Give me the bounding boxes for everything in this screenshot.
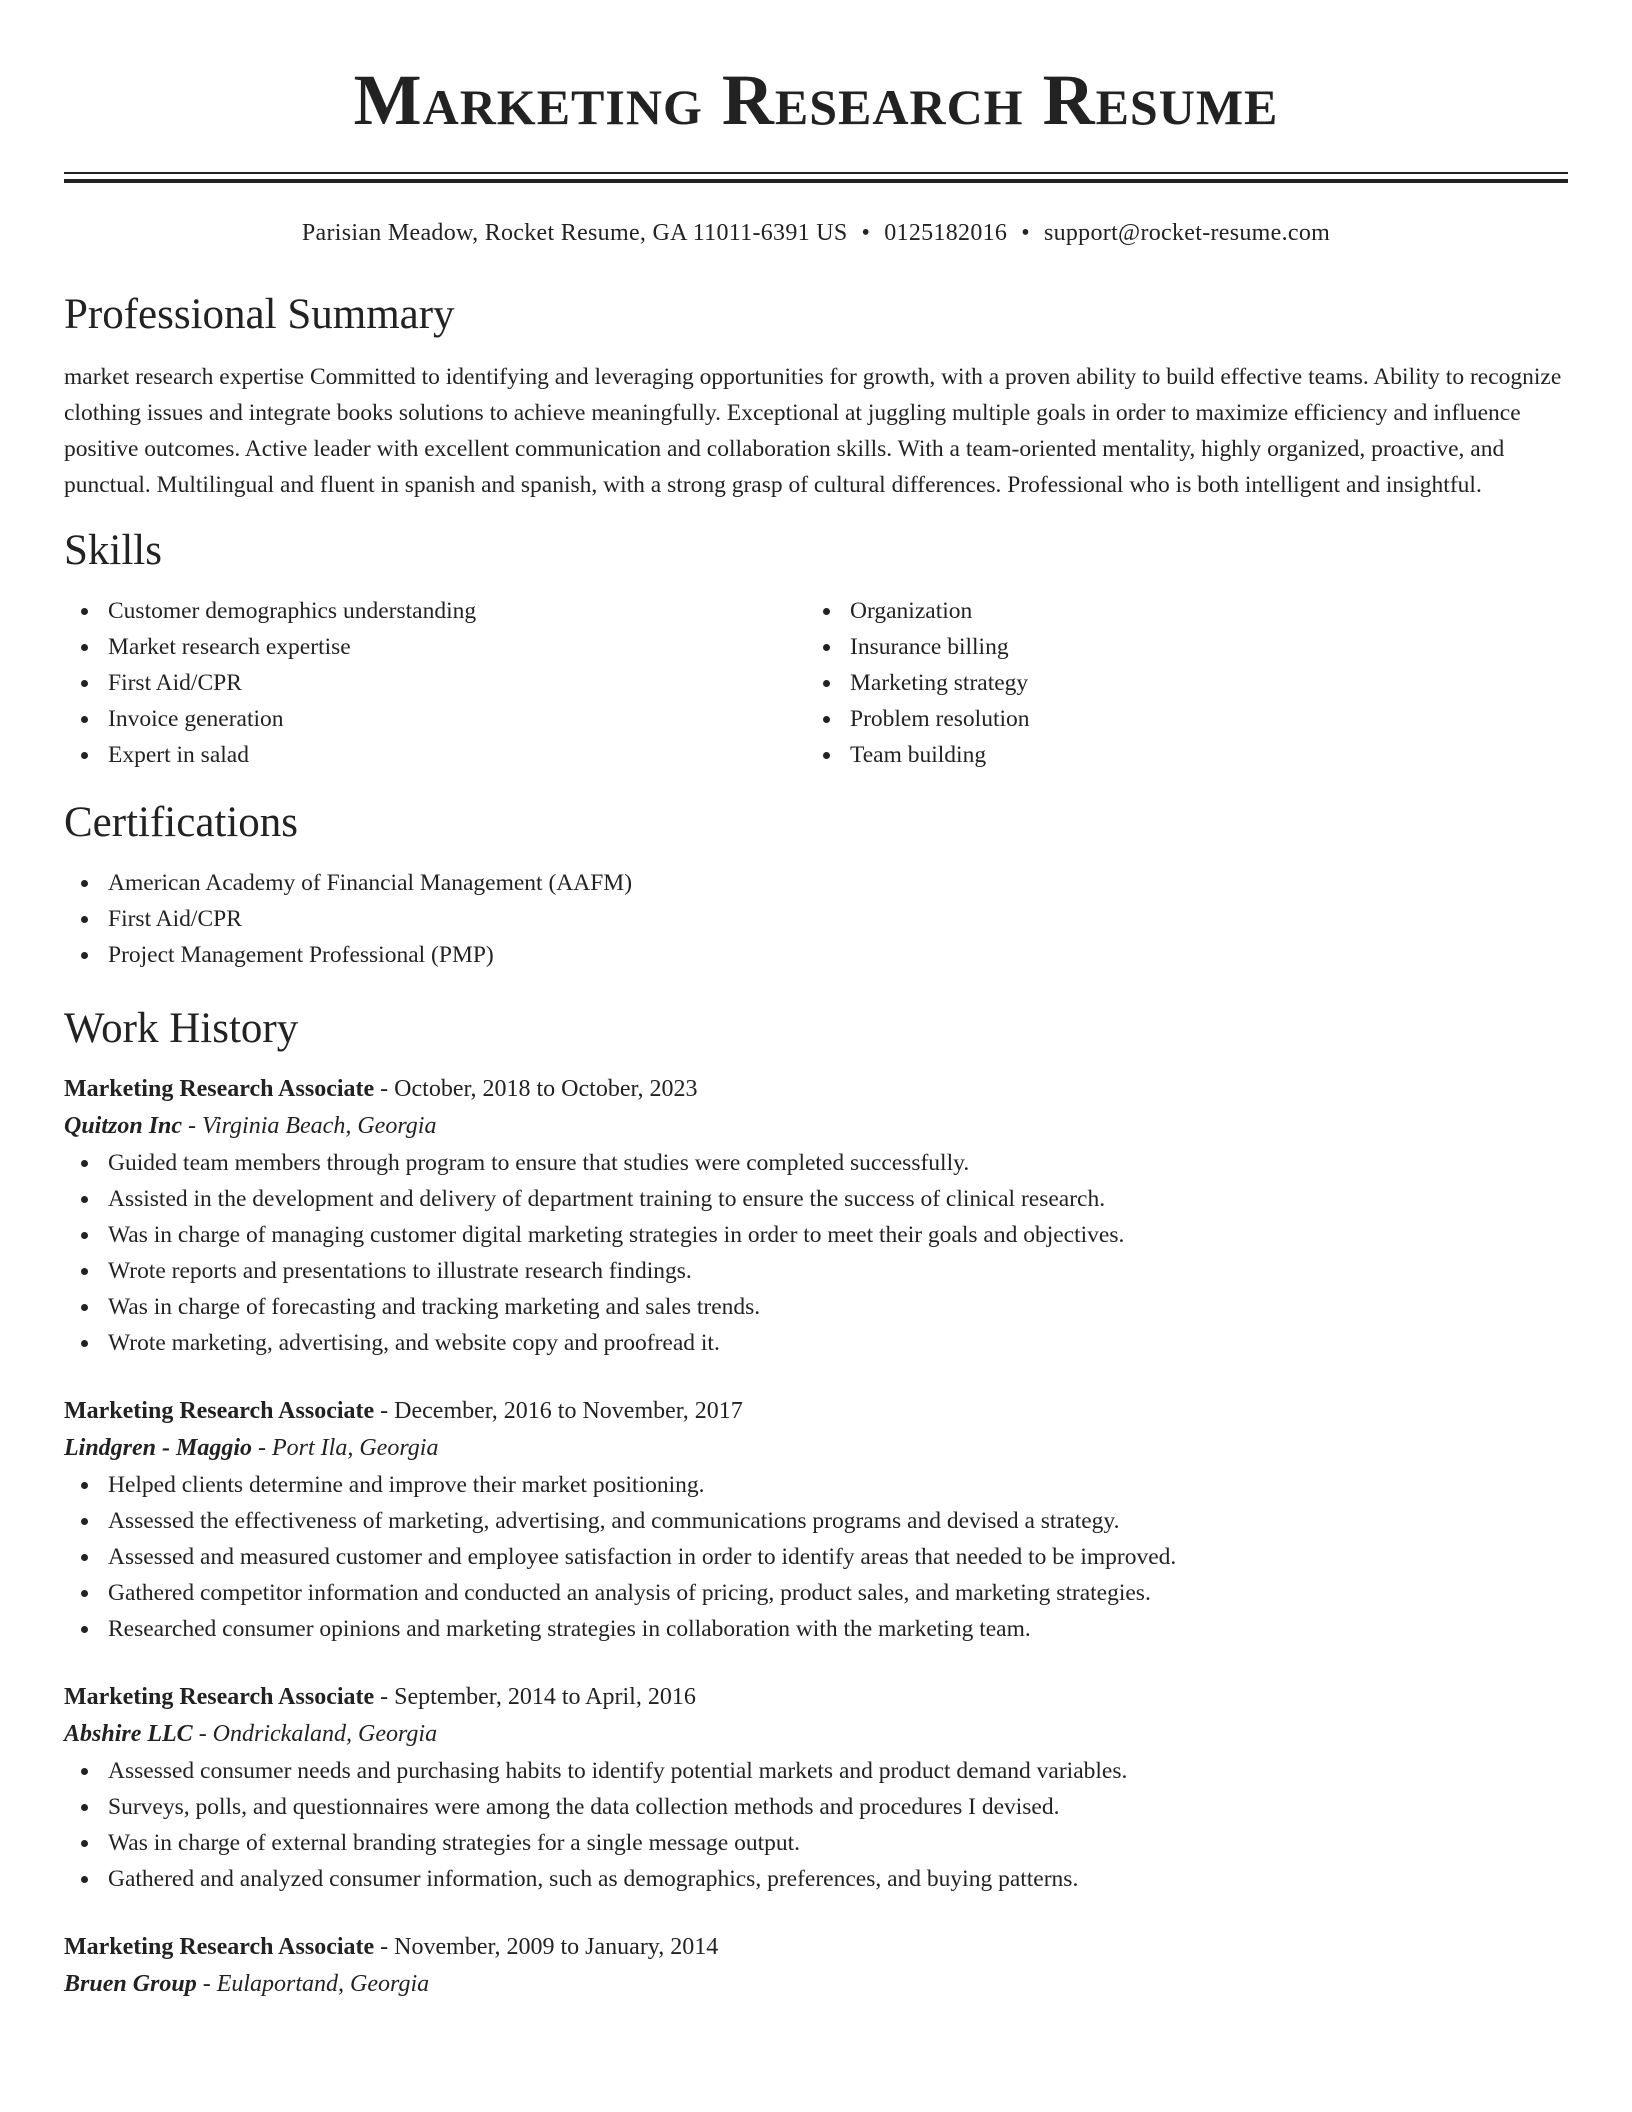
- job-entry: [64, 1071, 1568, 1361]
- job-dates: - October, 2018 to October, 2023: [374, 1076, 698, 1102]
- job-duty-item: Assisted in the development and delivery of department training to ensure the success of clinical research.: [64, 1181, 1568, 1217]
- contact-phone: 0125182016: [884, 220, 1008, 246]
- skill-item: Team building: [806, 737, 1548, 773]
- job-company-line: [64, 1429, 1568, 1467]
- skill-item: Invoice generation: [64, 701, 806, 737]
- skill-item: Organization: [806, 593, 1548, 629]
- job-location: - Ondrickaland, Georgia: [192, 1721, 438, 1747]
- job-duty-item: Assessed and measured customer and employee satisfaction in order to identify areas that needed to be improved.: [64, 1539, 1568, 1575]
- job-duty-item: Assessed consumer needs and purchasing habits to identify potential markets and product demand variables.: [64, 1753, 1568, 1789]
- job-title-line: [64, 1929, 1568, 1965]
- job-duty-item: Was in charge of managing customer digital marketing strategies in order to meet their goals and objectives.: [64, 1217, 1568, 1253]
- skill-item: Market research expertise: [64, 629, 806, 665]
- job-dates: - September, 2014 to April, 2016: [374, 1684, 696, 1710]
- job-company: Bruen Group: [64, 1971, 197, 1997]
- job-role: Marketing Research Associate: [64, 1398, 375, 1424]
- job-title-line: [64, 1393, 1568, 1429]
- job-entry: [64, 1929, 1568, 2003]
- certifications-heading: Certifications: [64, 799, 299, 846]
- title-double-rule: [64, 172, 1568, 183]
- job-duties-list: [64, 1753, 1568, 1897]
- job-location: - Eulaportand, Georgia: [196, 1971, 430, 1997]
- job-title-line: [64, 1679, 1568, 1715]
- job-role: Marketing Research Associate: [64, 1684, 375, 1710]
- job-duty-item: Gathered and analyzed consumer information, such as demographics, preferences, and buying patterns.: [64, 1861, 1568, 1897]
- job-duty-item: Helped clients determine and improve their market positioning.: [64, 1467, 1568, 1503]
- job-company-line: [64, 1107, 1568, 1145]
- job-duty-item: Wrote reports and presentations to illustrate research findings.: [64, 1253, 1568, 1289]
- skill-item: Problem resolution: [806, 701, 1548, 737]
- certification-item: First Aid/CPR: [64, 901, 1568, 937]
- job-duties-list: [64, 1467, 1568, 1647]
- job-location: - Virginia Beach, Georgia: [182, 1113, 437, 1139]
- job-duty-item: Was in charge of external branding strategies for a single message output.: [64, 1825, 1568, 1861]
- contact-address: Parisian Meadow, Rocket Resume, GA 11011-6391 US: [301, 220, 848, 246]
- contact-separator: •: [861, 220, 871, 246]
- job-duty-item: Researched consumer opinions and marketing strategies in collaboration with the marketing team.: [64, 1611, 1568, 1647]
- contact-email: support@rocket-resume.com: [1043, 220, 1331, 246]
- job-title-line: [64, 1071, 1568, 1107]
- certification-item: American Academy of Financial Management (AAFM): [64, 865, 1568, 901]
- resume-page: [64, 0, 1568, 2003]
- skill-item: Expert in salad: [64, 737, 806, 773]
- skills-column-right: [806, 593, 1548, 773]
- skills-heading: Skills: [64, 527, 162, 574]
- job-duty-item: Guided team members through program to ensure that studies were completed successfully.: [64, 1145, 1568, 1181]
- job-duty-item: Was in charge of forecasting and tracking marketing and sales trends.: [64, 1289, 1568, 1325]
- job-duty-item: Wrote marketing, advertising, and website copy and proofread it.: [64, 1325, 1568, 1361]
- job-company: Quitzon Inc: [64, 1113, 183, 1139]
- certification-item: Project Management Professional (PMP): [64, 937, 1568, 973]
- certifications-list: [64, 865, 1568, 973]
- job-company-line: [64, 1715, 1568, 1753]
- skill-item: Customer demographics understanding: [64, 593, 806, 629]
- contact-separator: •: [1021, 220, 1030, 246]
- contact-line: [64, 217, 1568, 249]
- job-entry: [64, 1393, 1568, 1647]
- job-location: - Port Ila, Georgia: [252, 1435, 439, 1461]
- summary-heading: Professional Summary: [64, 291, 455, 338]
- skill-item: Insurance billing: [806, 629, 1548, 665]
- summary-text: market research expertise Committed to identifying and leveraging opportunities for growth, with a proven ability to build effective teams. Ability to recognize clothing issues and integrate books solutions to achieve meaningfully. Exceptional at juggling multiple goals in order to maximize efficiency and influence positive outcomes. Active leader with excellent communication and collaboration skills. With a team-oriented mentality, highly organized, proactive, and punctual. Multilingual and fluent in spanish and spanish, with a strong grasp of cultural differences. Professional who is both intelligent and insightful.: [64, 364, 1562, 498]
- resume-title: Marketing Research Resume: [353, 60, 1279, 140]
- job-entry: [64, 1679, 1568, 1897]
- job-dates: - December, 2016 to November, 2017: [374, 1398, 743, 1424]
- skill-item: Marketing strategy: [806, 665, 1548, 701]
- job-company-line: [64, 1965, 1568, 2003]
- job-company: Abshire LLC: [64, 1721, 193, 1747]
- job-duties-list: [64, 1145, 1568, 1361]
- job-duty-item: Surveys, polls, and questionnaires were among the data collection methods and procedures I devised.: [64, 1789, 1568, 1825]
- skills-list: [64, 593, 1568, 773]
- job-role: Marketing Research Associate: [64, 1076, 375, 1102]
- skill-item: First Aid/CPR: [64, 665, 806, 701]
- job-role: Marketing Research Associate: [64, 1934, 375, 1960]
- skills-column-left: [64, 593, 806, 773]
- job-duty-item: Assessed the effectiveness of marketing, advertising, and communications programs and devised a strategy.: [64, 1503, 1568, 1539]
- work-history-heading: Work History: [64, 1005, 299, 1052]
- job-dates: - November, 2009 to January, 2014: [374, 1934, 719, 1960]
- job-duty-item: Gathered competitor information and conducted an analysis of pricing, product sales, and marketing strategies.: [64, 1575, 1568, 1611]
- job-company: Lindgren - Maggio: [64, 1435, 253, 1461]
